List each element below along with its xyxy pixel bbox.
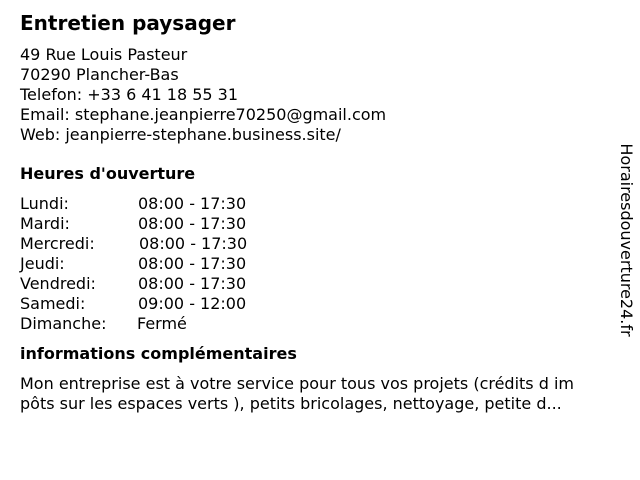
- description-line: pôts sur les espaces verts ), petits bricolages, nettoyage, petite d...: [20, 394, 562, 413]
- day-label: Mercredi:: [20, 234, 95, 253]
- day-label: Mardi:: [20, 214, 70, 233]
- address-street: 49 Rue Louis Pasteur: [20, 45, 188, 64]
- additional-info-text: [20, 374, 610, 414]
- hours-row-sunday: [20, 314, 610, 334]
- time-range: 09:00 - 12:00: [138, 294, 247, 313]
- day-label: Dimanche:: [20, 314, 107, 333]
- contact-block: [20, 45, 610, 145]
- time-range: 08:00 - 17:30: [138, 194, 247, 213]
- day-label: Vendredi:: [20, 274, 96, 293]
- hours-row-monday: [20, 194, 610, 214]
- website-line[interactable]: Web: jeanpierre-stephane.business.site/: [20, 125, 341, 144]
- time-range: Fermé: [137, 314, 187, 333]
- time-range: 08:00 - 17:30: [139, 234, 248, 253]
- day-label: Jeudi:: [20, 254, 65, 273]
- phone-line[interactable]: Telefon: +33 6 41 18 55 31: [20, 85, 239, 104]
- opening-hours-heading: Heures d'ouverture: [20, 164, 196, 183]
- hours-row-wednesday: [20, 234, 610, 254]
- day-label: Lundi:: [20, 194, 69, 213]
- time-range: 08:00 - 17:30: [138, 274, 247, 293]
- hours-row-saturday: [20, 294, 610, 314]
- address-city: 70290 Plancher-Bas: [20, 65, 179, 84]
- hours-row-tuesday: [20, 214, 610, 234]
- additional-info-heading: informations complémentaires: [20, 344, 297, 363]
- opening-hours-list: [20, 194, 610, 334]
- site-brand-vertical: Horairesdouverture24.fr: [617, 143, 636, 337]
- hours-row-thursday: [20, 254, 610, 274]
- business-card: [20, 10, 610, 414]
- business-name: Entretien paysager: [20, 11, 236, 35]
- description-line: Mon entreprise est à votre service pour tous vos projets (crédits d im: [20, 374, 574, 393]
- email-line[interactable]: Email: stephane.jeanpierre70250@gmail.com: [20, 105, 387, 124]
- hours-row-friday: [20, 274, 610, 294]
- time-range: 08:00 - 17:30: [138, 254, 247, 273]
- time-range: 08:00 - 17:30: [138, 214, 247, 233]
- day-label: Samedi:: [20, 294, 86, 313]
